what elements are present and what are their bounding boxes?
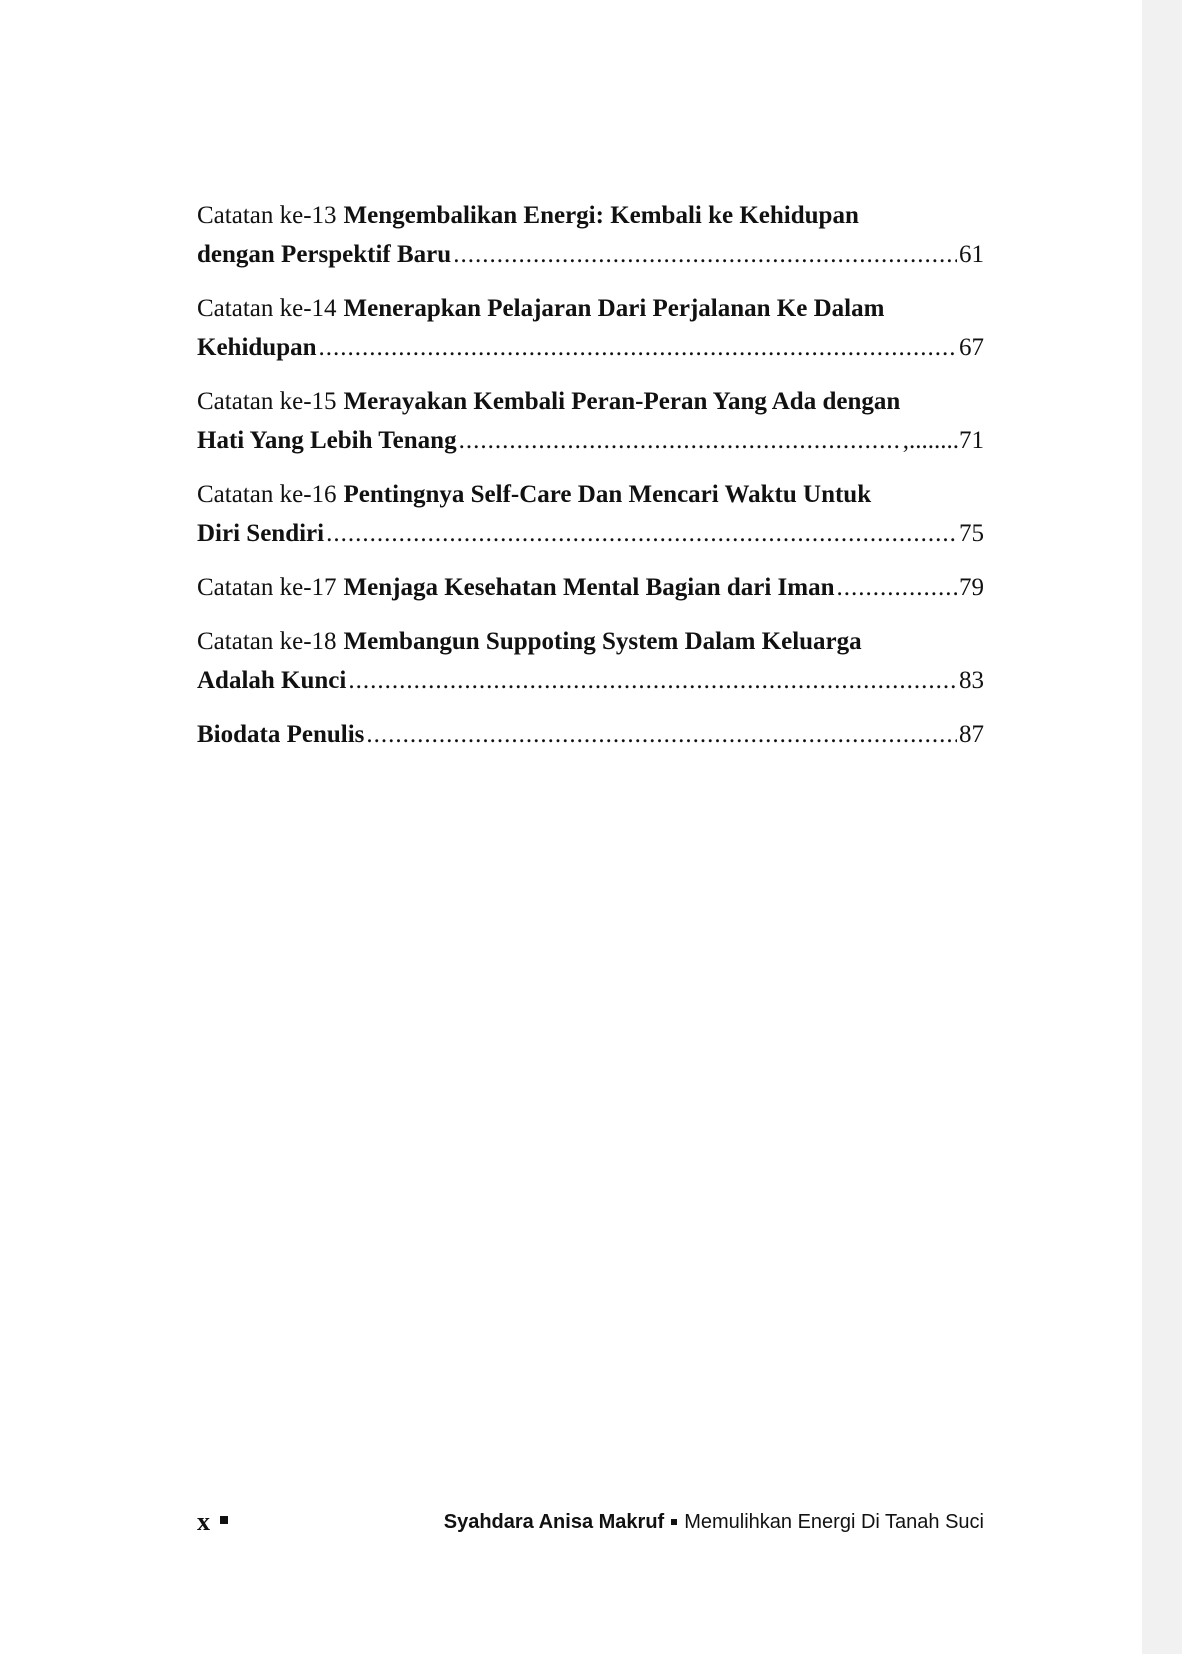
- dot-leader: [319, 328, 957, 367]
- toc-page-number: 67: [959, 334, 984, 361]
- toc-entry-title-cont: Adalah Kunci: [197, 667, 347, 694]
- dot-leader: [459, 421, 901, 460]
- toc-entry-prefix: Catatan ke-15: [197, 388, 337, 415]
- toc-entry-title-cont: Hati Yang Lebih Tenang: [197, 427, 457, 454]
- page-footer: [197, 1505, 984, 1539]
- toc-page-number: 83: [959, 667, 984, 694]
- toc-entry-prefix: Catatan ke-14: [197, 295, 337, 322]
- page-number: x: [197, 1507, 210, 1536]
- toc-entry-prefix: Catatan ke-13: [197, 202, 337, 229]
- toc-entry-title-cont: Kehidupan: [197, 334, 317, 361]
- toc-entry-title: Pentingnya Self-Care Dan Mencari Waktu Untuk: [343, 481, 872, 508]
- toc-entry-title: Biodata Penulis: [197, 721, 365, 748]
- toc-entry-18[interactable]: [197, 622, 984, 700]
- toc-entry-title: Merayakan Kembali Peran-Peran Yang Ada dengan: [343, 388, 901, 415]
- toc-entry-prefix: Catatan ke-17: [197, 574, 337, 601]
- book-title: Memulihkan Energi Di Tanah Suci: [684, 1510, 984, 1533]
- dot-leader: [348, 661, 957, 700]
- toc-entry-prefix: Catatan ke-18: [197, 628, 337, 655]
- toc-entry-title: Menerapkan Pelajaran Dari Perjalanan Ke Dalam: [343, 295, 885, 322]
- toc-page-number: ,........71: [902, 427, 984, 454]
- viewer-margin: [1142, 0, 1182, 1654]
- toc-entry-17[interactable]: [197, 568, 984, 607]
- toc-page-number: 61: [959, 241, 984, 268]
- toc-entry-title-cont: Diri Sendiri: [197, 520, 325, 547]
- toc-entry-16[interactable]: [197, 475, 984, 553]
- dot-leader: [326, 514, 957, 553]
- toc-page-number: 79: [959, 574, 984, 601]
- toc-page-number: 87: [959, 721, 984, 748]
- dot-leader: [366, 715, 957, 754]
- toc-entry-13[interactable]: [197, 196, 984, 274]
- toc-entry-prefix: Catatan ke-16: [197, 481, 337, 508]
- toc-entry-title: Menjaga Kesehatan Mental Bagian dari Iman: [343, 574, 835, 601]
- running-header: [444, 1511, 984, 1534]
- dot-leader: [837, 568, 958, 607]
- footer-left: [197, 1507, 228, 1537]
- author-name: Syahdara Anisa Makruf: [443, 1510, 665, 1533]
- toc-entry-title: Membangun Suppoting System Dalam Keluarga: [343, 628, 862, 655]
- toc-entry-14[interactable]: [197, 289, 984, 367]
- toc-entry-title: Mengembalikan Energi: Kembali ke Kehidupan: [343, 202, 859, 229]
- toc-entry-title-cont: dengan Perspektif Baru: [197, 241, 452, 268]
- table-of-contents: [197, 196, 984, 769]
- square-separator-icon: [671, 1519, 677, 1525]
- dot-leader: [453, 235, 957, 274]
- toc-page-number: 75: [959, 520, 984, 547]
- square-bullet-icon: [220, 1516, 228, 1524]
- toc-entry-biodata[interactable]: [197, 715, 984, 754]
- toc-entry-15[interactable]: [197, 382, 984, 460]
